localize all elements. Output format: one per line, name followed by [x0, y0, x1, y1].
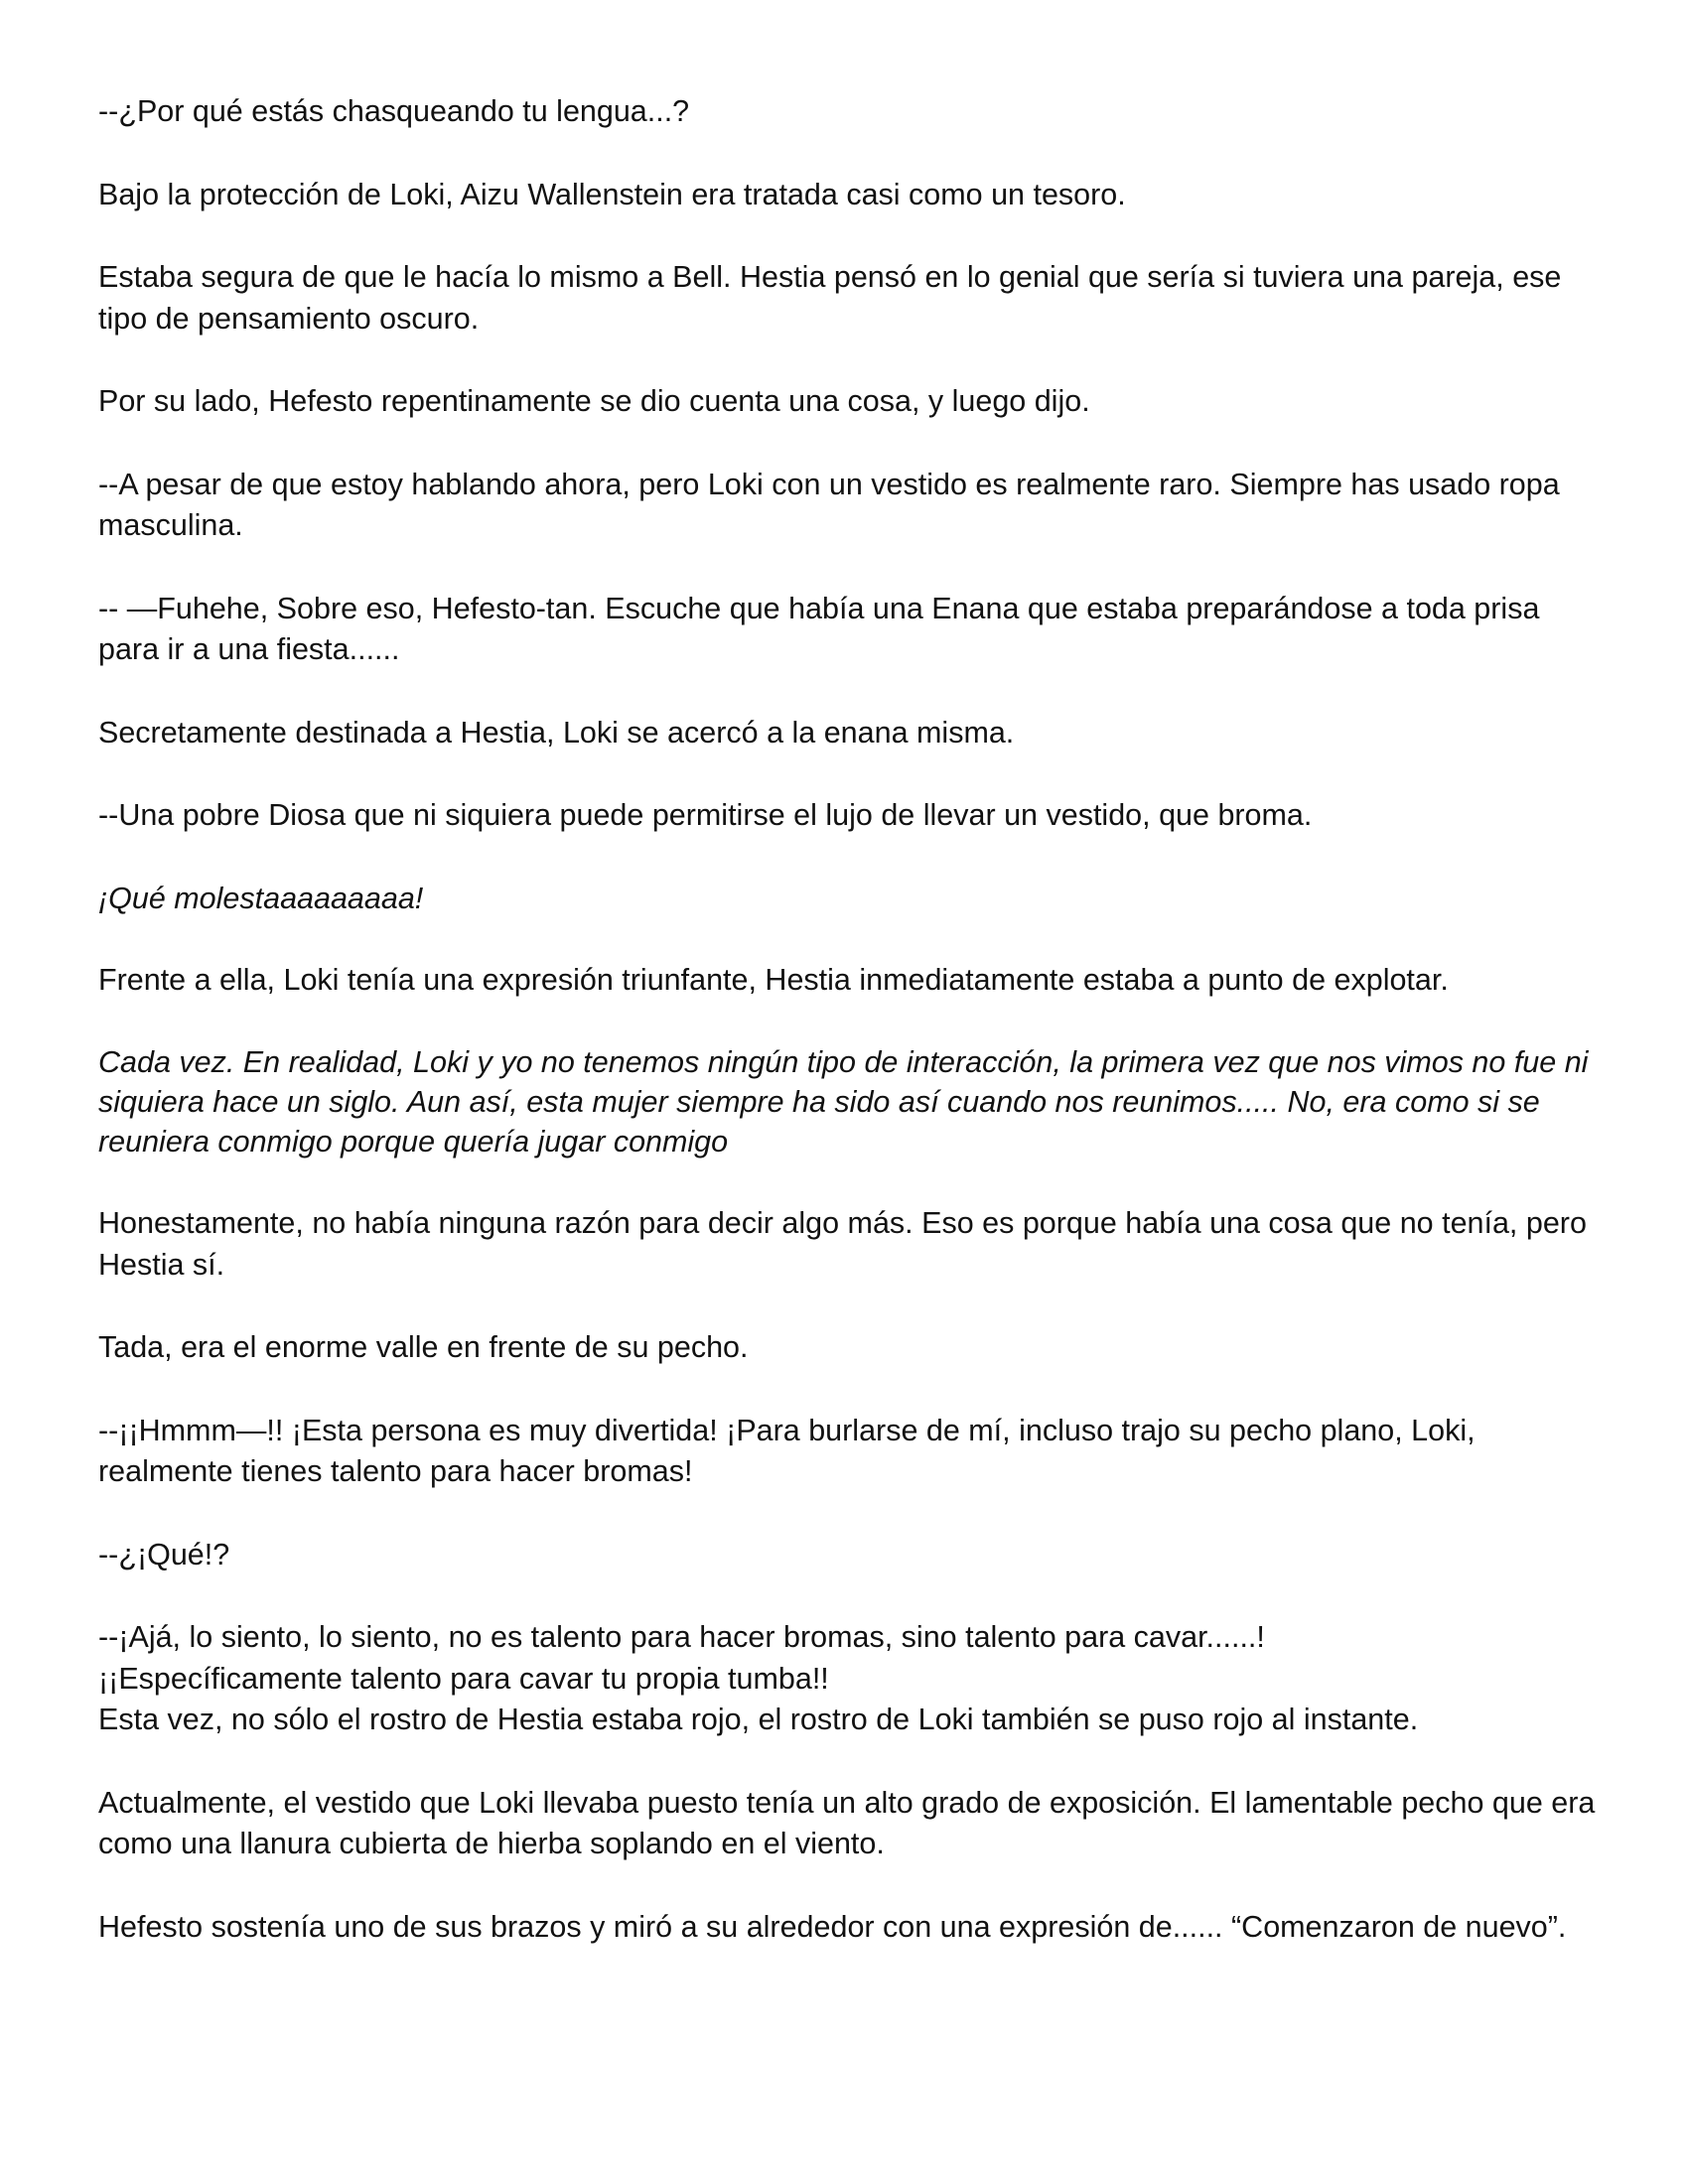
- paragraph-17: Esta vez, no sólo el rostro de Hestia estaba rojo, el rostro de Loki también se puso rojo al instante.: [98, 1703, 1419, 1736]
- paragraph-15: --¿¡Qué!?: [98, 1537, 230, 1571]
- paragraph-13: Tada, era el enorme valle en frente de su pecho.: [98, 1330, 749, 1364]
- paragraph-2: Bajo la protección de Loki, Aizu Wallenstein era tratada casi como un tesoro.: [98, 177, 1126, 211]
- paragraph-10: Frente a ella, Loki tenía una expresión triunfante, Hestia inmediatamente estaba a punto de explotar.: [98, 962, 1449, 997]
- paragraph-8: --Una pobre Diosa que ni siquiera puede permitirse el lujo de llevar un vestido, que broma.: [98, 798, 1313, 832]
- paragraph-9: ¡Qué molestaaaaaaaaa!: [98, 881, 424, 915]
- paragraph-18: Actualmente, el vestido que Loki llevaba puesto tenía un alto grado de exposición. El lamentable pecho que era como una llanura cubierta de hierba soplando en el viento.: [98, 1785, 1604, 1860]
- paragraph-3: Estaba segura de que le hacía lo mismo a Bell. Hestia pensó en lo genial que sería si tuviera una pareja, ese tipo de pensamiento oscuro.: [98, 260, 1570, 336]
- document-page: [98, 91, 1608, 1989]
- paragraph-14: --¡¡Hmmm—!! ¡Esta persona es muy divertida! ¡Para burlarse de mí, incluso trajo su pecho plano, Loki, realmente tienes talento para hacer bromas!: [98, 1413, 1484, 1488]
- paragraph-19: Hefesto sostenía uno de sus brazos y miró a su alrededor con una expresión de...... “Comenzaron de nuevo”.: [98, 1909, 1567, 1944]
- paragraph-6: -- —Fuhehe, Sobre eso, Hefesto-tan. Escuche que había una Enana que estaba preparándose a toda prisa para ir a una fiesta......: [98, 591, 1548, 666]
- paragraph-11: Cada vez. En realidad, Loki y yo no tenemos ningún tipo de interacción, la primera vez que nos vimos no fue ni siquiera hace un siglo. Aun así, esta mujer siempre ha sido así cuando nos reunimos..... No, era como si se reuniera conmigo porque quería jugar conmigo: [98, 1045, 1597, 1159]
- paragraph-1: --¿Por qué estás chasqueando tu lengua...?: [98, 94, 690, 128]
- paragraph-16: --¡Ajá, lo siento, lo siento, no es talento para hacer bromas, sino talento para cavar......! ¡¡Específicamente talento para cavar tu propia tumba!!: [98, 1620, 1265, 1696]
- paragraph-5: --A pesar de que estoy hablando ahora, pero Loki con un vestido es realmente raro. Siempre has usado ropa masculina.: [98, 467, 1569, 542]
- paragraph-4: Por su lado, Hefesto repentinamente se dio cuenta una cosa, y luego dijo.: [98, 384, 1090, 418]
- paragraph-7: Secretamente destinada a Hestia, Loki se acercó a la enana misma.: [98, 715, 1015, 750]
- paragraph-12: Honestamente, no había ninguna razón para decir algo más. Eso es porque había una cosa que no tenía, pero Hestia sí.: [98, 1206, 1596, 1282]
